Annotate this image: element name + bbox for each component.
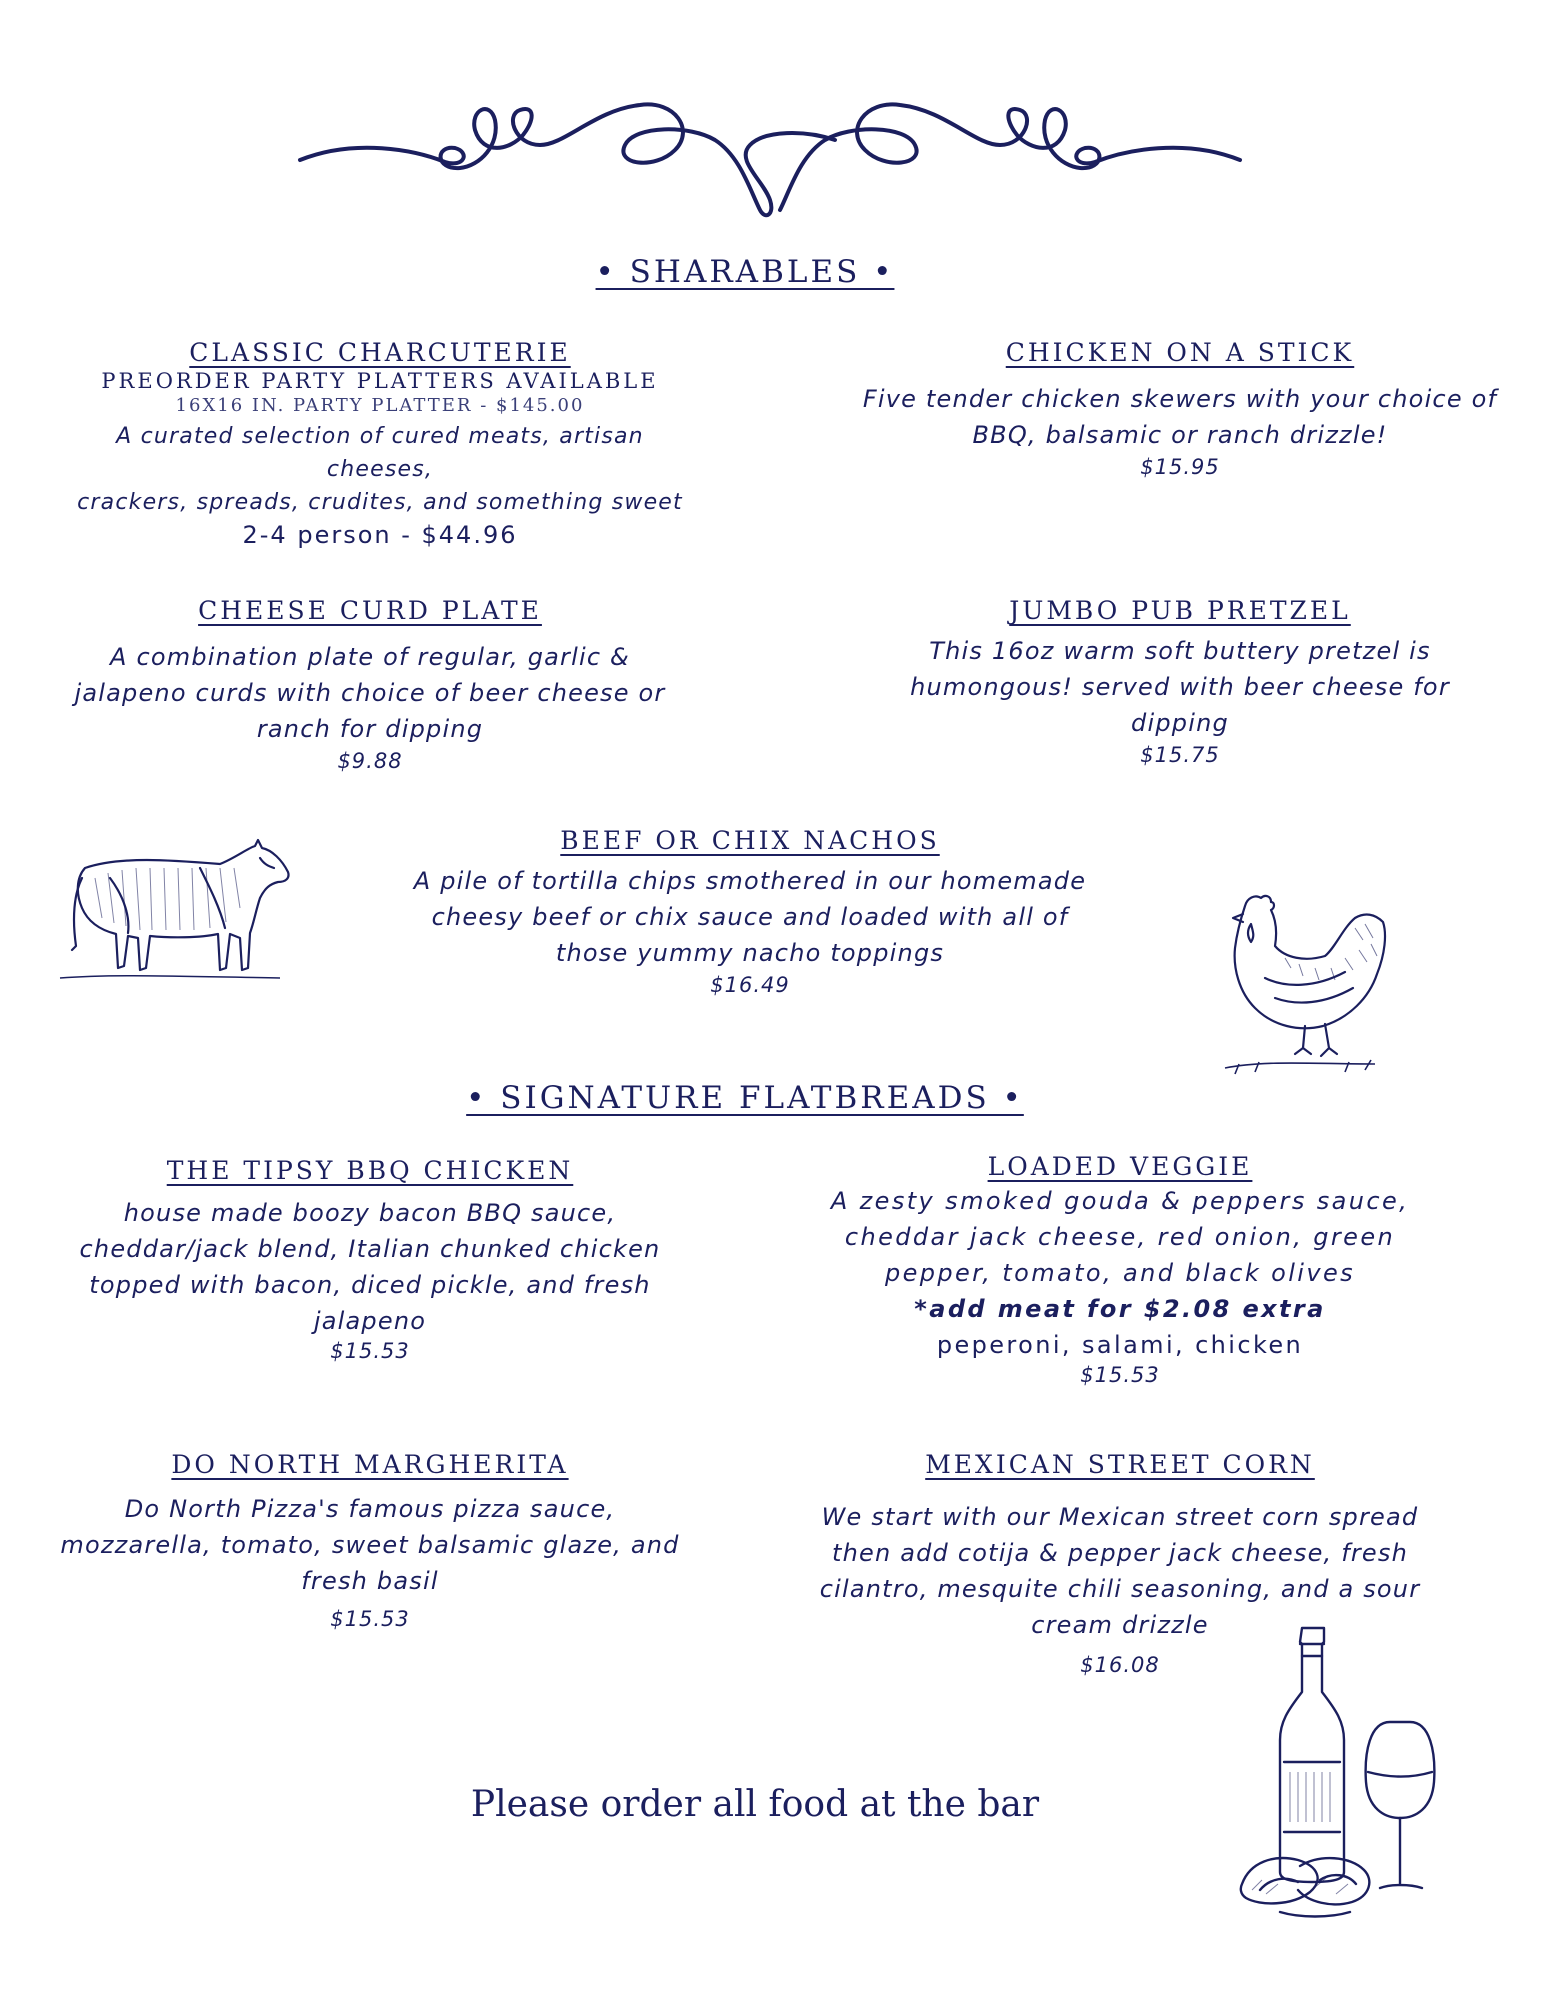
section-heading-sharables: • SHARABLES • (595, 254, 895, 290)
menu-item-nachos (400, 826, 1100, 997)
desc-line: cheddar jack cheese, red onion, green (844, 1223, 1396, 1251)
meat-options: peperoni, salami, chicken (936, 1331, 1304, 1359)
item-description (860, 633, 1500, 741)
hen-illustration (1225, 888, 1395, 1083)
item-description (50, 1195, 690, 1339)
item-price: $15.53 (1080, 1363, 1160, 1387)
desc-line: pepper, tomato, and black olives (884, 1259, 1356, 1287)
desc-line: dipping (1131, 709, 1229, 737)
flourish-ornament (295, 90, 1245, 220)
item-title: CHICKEN ON A STICK (1005, 338, 1355, 367)
desc-line: humongous! served with beer cheese for (910, 673, 1450, 701)
item-subtitle: PREORDER PARTY PLATTERS AVAILABLE (101, 369, 659, 393)
item-price: $16.49 (710, 973, 790, 997)
item-price: 2-4 person - $44.96 (242, 521, 518, 549)
menu-item-tipsy-bbq-chicken (50, 1156, 690, 1363)
wine-oyster-illustration (1240, 1622, 1450, 1922)
addon-note: *add meat for $2.08 extra (914, 1295, 1326, 1323)
cow-illustration (50, 838, 300, 988)
desc-line: crackers, spreads, crudites, and something sweet (77, 490, 683, 515)
desc-line: BBQ, balsamic or ranch drizzle! (972, 421, 1388, 449)
item-description (50, 639, 690, 747)
desc-line: house made boozy bacon BBQ sauce, (123, 1199, 617, 1227)
item-title: CHEESE CURD PLATE (198, 596, 542, 625)
desc-line: A zesty smoked gouda & peppers sauce, (830, 1187, 1410, 1215)
item-description (400, 863, 1100, 971)
item-title: LOADED VEGGIE (987, 1152, 1253, 1181)
item-description (60, 420, 700, 519)
item-description (860, 381, 1500, 453)
desc-line: cream drizzle (1031, 1611, 1209, 1639)
item-price: $15.53 (330, 1339, 410, 1363)
desc-line: jalapeno (313, 1307, 427, 1335)
desc-line: jalapeno curds with choice of beer cheese or (74, 679, 666, 707)
menu-item-jumbo-pub-pretzel (860, 596, 1500, 767)
item-description (50, 1491, 690, 1599)
desc-line: We start with our Mexican street corn spread (821, 1503, 1419, 1531)
menu-item-do-north-margherita (50, 1450, 690, 1631)
desc-line: cheesy beef or chix sauce and loaded with all of (431, 903, 1069, 931)
desc-line: Five tender chicken skewers with your choice of (862, 385, 1498, 413)
item-title: BEEF OR CHIX NACHOS (560, 826, 940, 855)
menu-item-loaded-veggie (800, 1152, 1440, 1387)
desc-line: cheddar/jack blend, Italian chunked chicken (79, 1235, 661, 1263)
section-heading-flatbreads: • SIGNATURE FLATBREADS • (466, 1080, 1024, 1116)
item-title: JUMBO PUB PRETZEL (1009, 596, 1351, 625)
desc-line: A combination plate of regular, garlic & (110, 643, 630, 671)
item-title: CLASSIC CHARCUTERIE (189, 338, 571, 367)
menu-item-chicken-on-a-stick (860, 338, 1500, 479)
item-title: DO NORTH MARGHERITA (171, 1450, 569, 1479)
item-price: $15.95 (1140, 455, 1220, 479)
desc-line: This 16oz warm soft buttery pretzel is (929, 637, 1431, 665)
item-price: $16.08 (1080, 1653, 1160, 1677)
menu-item-cheese-curd-plate (50, 596, 690, 773)
item-price: $9.88 (337, 749, 403, 773)
desc-line: topped with bacon, diced pickle, and fresh (89, 1271, 651, 1299)
desc-line: fresh basil (301, 1567, 439, 1595)
desc-line: cilantro, mesquite chili seasoning, and a sour (819, 1575, 1421, 1603)
footer-note: Please order all food at the bar (470, 1784, 1040, 1825)
desc-line: A curated selection of cured meats, artisan cheeses, (116, 424, 644, 482)
desc-line: mozzarella, tomato, sweet balsamic glaze, and (60, 1531, 680, 1559)
menu-item-charcuterie (60, 338, 700, 549)
item-title: THE TIPSY BBQ CHICKEN (166, 1156, 574, 1185)
item-price: $15.75 (1140, 743, 1220, 767)
item-title: MEXICAN STREET CORN (925, 1450, 1315, 1479)
desc-line: Do North Pizza's famous pizza sauce, (124, 1495, 616, 1523)
item-description (800, 1183, 1440, 1363)
item-price: $15.53 (330, 1607, 410, 1631)
desc-line: ranch for dipping (256, 715, 484, 743)
desc-line: then add cotija & pepper jack cheese, fresh (831, 1539, 1409, 1567)
item-platter-price: 16X16 IN. PARTY PLATTER - $145.00 (175, 395, 585, 416)
desc-line: A pile of tortilla chips smothered in our homemade (413, 867, 1087, 895)
desc-line: those yummy nacho toppings (555, 939, 945, 967)
